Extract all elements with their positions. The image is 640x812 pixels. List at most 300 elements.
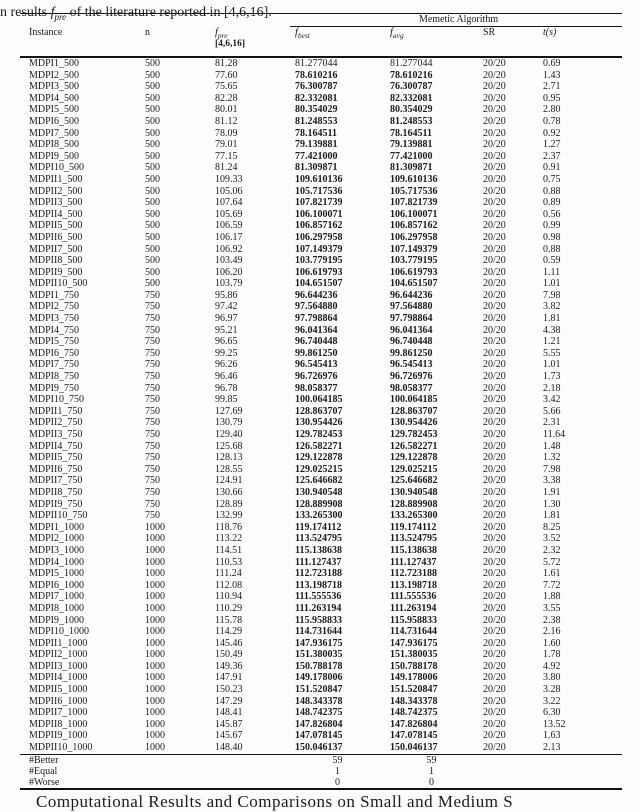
- table-row: [20, 464, 622, 476]
- table-cell: 20/20: [483, 695, 506, 707]
- table-cell: 105.69: [215, 208, 243, 220]
- table-cell: 119.174112: [295, 521, 342, 533]
- table-cell: 13.52: [543, 718, 566, 730]
- table-cell: 20/20: [483, 150, 506, 162]
- table-cell: 81.24: [215, 162, 238, 174]
- table-cell: 20/20: [483, 440, 506, 452]
- table-cell: 96.041364: [295, 324, 338, 336]
- table-cell: 96.26: [215, 359, 238, 371]
- table-cell: 1000: [145, 521, 165, 533]
- table-cell: MDPI9_1000: [29, 614, 85, 626]
- table-cell: 3.52: [543, 533, 561, 545]
- summary-body: [20, 754, 622, 789]
- table-cell: MDPII4_1000: [29, 672, 88, 684]
- table-row: [20, 313, 622, 325]
- table-cell: 82.28: [215, 92, 238, 104]
- table-cell: 113.198718: [390, 579, 437, 591]
- table-row: [20, 719, 622, 731]
- table-cell: 119.174112: [390, 521, 437, 533]
- table-cell: 125.68: [215, 440, 243, 452]
- col-header-fpre: [210, 27, 290, 58]
- summary-value: 59: [332, 754, 343, 766]
- table-row: [20, 186, 622, 198]
- table-cell: 80.354029: [295, 104, 338, 116]
- table-cell: 96.545413: [295, 359, 338, 371]
- table-cell: 750: [145, 324, 160, 336]
- table-cell: 1.60: [543, 637, 561, 649]
- table-cell: MDPI1_750: [29, 289, 80, 301]
- table-cell: 1000: [145, 684, 165, 696]
- summary-empty-cell: [478, 754, 538, 766]
- table-row: [20, 522, 622, 534]
- table-cell: 150.23: [215, 684, 243, 696]
- col-header-sr: SR: [478, 27, 538, 58]
- table-cell: 109.610136: [390, 173, 438, 185]
- table-cell: 1.81: [543, 510, 561, 522]
- table-row: [20, 325, 622, 337]
- col-header-n: n: [140, 27, 210, 58]
- table-cell: 1.21: [543, 336, 561, 348]
- table-cell: 20/20: [483, 115, 506, 127]
- table-cell: 125.646682: [390, 475, 438, 487]
- table-row: [20, 278, 622, 290]
- table-cell: 107.149379: [390, 243, 438, 255]
- table-cell: 20/20: [483, 649, 506, 661]
- table-cell: 20/20: [483, 405, 506, 417]
- table-cell: 2.80: [543, 104, 561, 116]
- table-cell: 81.12: [215, 115, 238, 127]
- table-cell: 76.300787: [295, 81, 338, 93]
- fpre-subscript: pre: [217, 30, 228, 40]
- title-prefix: n results: [0, 5, 51, 20]
- table-cell: 20/20: [483, 544, 506, 556]
- table-cell: 97.564880: [295, 301, 338, 313]
- table-row: [20, 104, 622, 116]
- summary-value: 1: [429, 765, 434, 777]
- table-cell: 151.380035: [295, 649, 343, 661]
- table-cell: 80.354029: [390, 104, 433, 116]
- table-cell: 148.742375: [295, 707, 343, 719]
- table-cell: 20/20: [483, 255, 506, 267]
- table-cell: 95.86: [215, 289, 238, 301]
- table-cell: 1.30: [543, 498, 561, 510]
- table-cell: 129.122878: [390, 452, 438, 464]
- table-cell: 110.29: [215, 602, 243, 614]
- table-cell: 3.22: [543, 695, 561, 707]
- table-cell: 81.248553: [390, 115, 433, 127]
- table-cell: 106.100071: [390, 208, 438, 220]
- table-cell: 111.127437: [390, 556, 437, 568]
- table-cell: 81.309871: [295, 162, 338, 174]
- table-cell: 149.36: [215, 660, 243, 672]
- table-cell: 0.69: [543, 58, 561, 69]
- table-cell: MDPI9_500: [29, 150, 80, 162]
- table-cell: 112.723188: [295, 568, 342, 580]
- table-cell: 20/20: [483, 533, 506, 545]
- table-cell: 0.99: [543, 220, 561, 232]
- table-cell: 2.31: [543, 417, 561, 429]
- table-cell: MDPI1_1000: [29, 521, 85, 533]
- table-cell: 106.59: [215, 220, 243, 232]
- table-cell: 20/20: [483, 568, 506, 580]
- table-row: [20, 139, 622, 151]
- table-cell: 106.297958: [295, 231, 343, 243]
- table-cell: 20/20: [483, 660, 506, 672]
- table-cell: 750: [145, 336, 160, 348]
- table-cell: 4.38: [543, 324, 561, 336]
- summary-value: 59: [426, 754, 437, 766]
- table-cell: 1000: [145, 544, 165, 556]
- table-cell: 130.954426: [295, 417, 343, 429]
- table-cell: 133.265300: [295, 510, 343, 522]
- table-cell: 95.21: [215, 324, 238, 336]
- fpre-reference: [4,6,16]: [215, 38, 246, 49]
- table-cell: 114.731644: [390, 626, 437, 638]
- table-cell: 0.78: [543, 115, 561, 127]
- table-row: [20, 649, 622, 661]
- table-cell: 103.779195: [295, 255, 343, 267]
- table-cell: 115.78: [215, 614, 243, 626]
- table-cell: 147.91: [215, 672, 243, 684]
- table-cell: 106.619793: [390, 266, 438, 278]
- table-title-caption: [0, 5, 640, 25]
- table-cell: 97.42: [215, 301, 238, 313]
- table-cell: 1.61: [543, 568, 561, 580]
- table-row: [20, 57, 622, 70]
- table-cell: 8.25: [543, 521, 561, 533]
- table-cell: 147.826804: [295, 718, 343, 730]
- table-cell: 3.80: [543, 672, 561, 684]
- table-cell: 150.046137: [385, 742, 478, 754]
- table-row: [20, 417, 622, 429]
- table-cell: 147.936175: [390, 637, 438, 649]
- table-cell: 20/20: [483, 301, 506, 313]
- table-row: [20, 371, 622, 383]
- table-cell: 147.078145: [390, 730, 438, 742]
- table-cell: 20/20: [483, 289, 506, 301]
- summary-empty-cell: [478, 766, 538, 777]
- table-cell: 96.78: [215, 382, 238, 394]
- table-cell: 6.30: [543, 707, 561, 719]
- table-cell: 106.20: [215, 266, 243, 278]
- table-cell: 20/20: [483, 382, 506, 394]
- table-cell: MDPI6_500: [29, 115, 80, 127]
- table-cell: 113.22: [215, 533, 243, 545]
- table-cell: 107.821739: [390, 197, 438, 209]
- table-cell: 1.01: [543, 278, 561, 290]
- fbest-symbol: f: [295, 27, 298, 38]
- table-cell: 1.48: [543, 440, 561, 452]
- table-cell: 0.88: [543, 185, 561, 197]
- col-header-fbest: [290, 27, 385, 58]
- table-cell: 125.646682: [295, 475, 343, 487]
- summary-row: [20, 766, 622, 777]
- table-cell: 1000: [145, 730, 165, 742]
- table-cell: 20/20: [483, 266, 506, 278]
- table-cell: 96.041364: [390, 324, 433, 336]
- table-cell: MDPI3_750: [29, 313, 80, 325]
- table-cell: 113.524795: [390, 533, 437, 545]
- table-cell: 5.66: [543, 405, 561, 417]
- table-cell: 96.65: [215, 336, 238, 348]
- table-cell: 114.731644: [295, 626, 342, 638]
- table-cell: MDPI2_750: [29, 301, 80, 313]
- table-cell: MDPII5_500: [29, 220, 83, 232]
- col-header-instance: Instance: [20, 27, 140, 58]
- table-cell: MDPII8_750: [29, 486, 83, 498]
- table-cell: 5.55: [543, 347, 561, 359]
- table-cell: MDPII9_1000: [29, 730, 88, 742]
- table-cell: 103.79: [215, 278, 243, 290]
- table-cell: MDPI4_750: [29, 324, 80, 336]
- table-cell: 99.25: [215, 347, 238, 359]
- table-cell: 20/20: [483, 637, 506, 649]
- table-cell: 500: [145, 139, 160, 151]
- table-cell: MDPII5_750: [29, 452, 83, 464]
- table-cell: 500: [145, 220, 160, 232]
- table-cell: 750: [145, 475, 160, 487]
- table-cell: 20/20: [483, 69, 506, 81]
- table-cell: MDPI8_750: [29, 371, 80, 383]
- table-cell: 104.651507: [390, 278, 438, 290]
- table-cell: 133.265300: [390, 510, 438, 522]
- table-cell: MDPII3_1000: [29, 660, 88, 672]
- table-cell: 750: [145, 417, 160, 429]
- table-cell: 20/20: [483, 626, 506, 638]
- table-cell: 20/20: [483, 371, 506, 383]
- table-cell: 750: [145, 498, 160, 510]
- table-cell: 2.38: [543, 614, 561, 626]
- table-cell: 96.644236: [295, 289, 338, 301]
- table-cell: MDPII9_750: [29, 498, 83, 510]
- table-cell: 96.726976: [295, 371, 338, 383]
- table-row: [20, 684, 622, 696]
- table-cell: 100.064185: [295, 394, 343, 406]
- table-cell: 115.138638: [390, 544, 437, 556]
- table-cell: 20/20: [483, 231, 506, 243]
- table-cell: 500: [145, 81, 160, 93]
- table-cell: 20/20: [483, 278, 506, 290]
- table-cell: 500: [145, 185, 160, 197]
- table-cell: MDPI3_500: [29, 81, 80, 93]
- table-cell: MDPII2_1000: [29, 649, 88, 661]
- table-row: [20, 696, 622, 708]
- table-cell: 77.421000: [295, 150, 338, 162]
- table-cell: 500: [145, 208, 160, 220]
- table-cell: MDPII10_1000: [20, 742, 140, 754]
- table-row: [20, 383, 622, 395]
- table-cell: 1.63: [543, 730, 561, 742]
- table-cell: 110.53: [215, 556, 243, 568]
- table-cell: 151.380035: [390, 649, 438, 661]
- table-cell: 1000: [145, 556, 165, 568]
- table-row: [20, 742, 622, 754]
- table-cell: 99.861250: [295, 347, 338, 359]
- table-cell: 129.782453: [390, 429, 438, 440]
- table-cell: MDPI5_750: [29, 336, 80, 348]
- table-cell: MDPI6_750: [29, 347, 80, 359]
- table-cell: 129.782453: [295, 429, 343, 440]
- table-cell: 500: [145, 173, 160, 185]
- table-cell: 20/20: [483, 579, 506, 591]
- table-cell: 130.79: [215, 417, 243, 429]
- summary-label: #Better: [29, 754, 59, 766]
- table-cell: 20/20: [483, 707, 506, 719]
- table-row: [20, 394, 622, 406]
- table-cell: 1000: [145, 660, 165, 672]
- table-cell: 111.24: [215, 568, 242, 580]
- table-cell: 500: [145, 266, 160, 278]
- table-cell: MDPII5_1000: [29, 684, 88, 696]
- table-cell: 128.13: [215, 452, 243, 464]
- table-cell: MDPII2_500: [29, 185, 83, 197]
- table-cell: MDPI6_1000: [29, 579, 85, 591]
- summary-row: [20, 754, 622, 766]
- table-cell: 1000: [145, 602, 165, 614]
- table-cell: 750: [145, 405, 160, 417]
- table-cell: 148.343378: [295, 695, 343, 707]
- table-cell: 7.98: [543, 289, 561, 301]
- table-cell: 111.263194: [390, 602, 437, 614]
- table-cell: 0.88: [543, 243, 561, 255]
- table-cell: 81.277044: [295, 58, 338, 69]
- table-cell: 96.97: [215, 313, 238, 325]
- table-cell: 1.32: [543, 452, 561, 464]
- table-cell: 20/20: [483, 92, 506, 104]
- table-cell: 750: [145, 440, 160, 452]
- table-cell: 107.149379: [295, 243, 343, 255]
- table-cell: 0.59: [543, 255, 561, 267]
- table-row: [20, 487, 622, 499]
- table-cell: 5.72: [543, 556, 561, 568]
- table-row: [20, 162, 622, 174]
- table-cell: 2.18: [543, 382, 561, 394]
- table-cell: 151.520847: [390, 684, 438, 696]
- table-cell: 1000: [145, 637, 165, 649]
- table-cell: 126.582271: [295, 440, 343, 452]
- table-cell: 128.863707: [390, 405, 438, 417]
- table-row: [20, 267, 622, 279]
- table-row: [20, 441, 622, 453]
- table-cell: 148.343378: [390, 695, 438, 707]
- table-cell: 150.046137: [290, 742, 385, 754]
- table-cell: 20/20: [483, 336, 506, 348]
- table-cell: MDPI5_500: [29, 104, 80, 116]
- table-cell: 3.28: [543, 684, 561, 696]
- table-row: [20, 209, 622, 221]
- table-cell: 1.91: [543, 486, 561, 498]
- table-cell: 750: [145, 486, 160, 498]
- table-cell: MDPI3_1000: [29, 544, 85, 556]
- table-row: [20, 615, 622, 627]
- table-cell: 106.297958: [390, 231, 438, 243]
- results-table: [20, 13, 622, 790]
- table-cell: MDPI2_1000: [29, 533, 85, 545]
- table-cell: 20/20: [483, 463, 506, 475]
- table-cell: 81.248553: [295, 115, 338, 127]
- table-cell: 20/20: [483, 718, 506, 730]
- table-cell: 98.058377: [295, 382, 338, 394]
- table-cell: 109.610136: [295, 173, 343, 185]
- table-cell: 20/20: [483, 521, 506, 533]
- table-cell: 79.139881: [390, 139, 433, 151]
- table-cell: MDPI7_750: [29, 359, 80, 371]
- table-cell: MDPII7_1000: [29, 707, 88, 719]
- table-cell: 151.520847: [295, 684, 343, 696]
- summary-value: 1: [335, 765, 340, 777]
- table-cell: 2.37: [543, 150, 561, 162]
- table-cell: 20/20: [483, 58, 506, 69]
- table-cell: 20/20: [483, 185, 506, 197]
- table-cell: 103.779195: [390, 255, 438, 267]
- table-cell: 500: [145, 255, 160, 267]
- table-cell: 1000: [145, 649, 165, 661]
- table-cell: 145.46: [215, 637, 243, 649]
- table-cell: MDPII4_750: [29, 440, 83, 452]
- table-row: [20, 591, 622, 603]
- table-row: [20, 429, 622, 441]
- table-cell: 78.164511: [390, 127, 432, 139]
- table-cell: MDPII10_750: [29, 510, 88, 522]
- table-cell: 20/20: [483, 556, 506, 568]
- table-cell: MDPII1_750: [29, 405, 83, 417]
- table-cell: 20/20: [483, 591, 506, 603]
- table-cell: 106.857162: [295, 220, 343, 232]
- table-cell: MDPII10_500: [29, 278, 88, 290]
- table-cell: 132.99: [215, 510, 243, 522]
- summary-label: #Worse: [20, 777, 290, 789]
- table-cell: 20/20: [483, 139, 506, 151]
- table-cell: 500: [145, 69, 160, 81]
- summary-label: #Equal: [29, 765, 58, 777]
- table-cell: 149.178006: [390, 672, 438, 684]
- table-row: [20, 290, 622, 302]
- table-row: [20, 638, 622, 650]
- table-cell: MDPII6_500: [29, 231, 83, 243]
- time-symbol: t(s): [543, 27, 557, 38]
- table-cell: 20/20: [483, 475, 506, 487]
- table-cell: 106.92: [215, 243, 243, 255]
- table-cell: 750: [145, 359, 160, 371]
- table-cell: 79.139881: [295, 139, 338, 151]
- table-cell: 750: [145, 510, 160, 522]
- table-row: [20, 197, 622, 209]
- table-cell: 114.29: [215, 626, 243, 638]
- table-cell: 79.01: [215, 139, 238, 151]
- table-cell: 20/20: [483, 394, 506, 406]
- summary-value: 0: [385, 777, 478, 789]
- table-cell: MDPI7_1000: [29, 591, 85, 603]
- table-cell: 148.742375: [390, 707, 438, 719]
- table-cell: 145.67: [215, 730, 243, 742]
- table-cell: 128.55: [215, 463, 243, 475]
- table-cell: 147.936175: [295, 637, 343, 649]
- table-cell: 82.332081: [390, 92, 433, 104]
- table-row: [20, 452, 622, 464]
- table-cell: 20/20: [483, 498, 506, 510]
- summary-empty-cell: [538, 754, 622, 766]
- table-cell: 1.78: [543, 649, 561, 661]
- table-cell: 150.788178: [295, 660, 343, 672]
- table-cell: MDPI10_500: [29, 162, 85, 174]
- table-cell: 750: [145, 394, 160, 406]
- table-row: [20, 232, 622, 244]
- table-row: [20, 475, 622, 487]
- table-cell: 750: [145, 347, 160, 359]
- table-cell: 99.861250: [390, 347, 433, 359]
- table-cell: 2.16: [543, 626, 561, 638]
- table-cell: 3.38: [543, 475, 561, 487]
